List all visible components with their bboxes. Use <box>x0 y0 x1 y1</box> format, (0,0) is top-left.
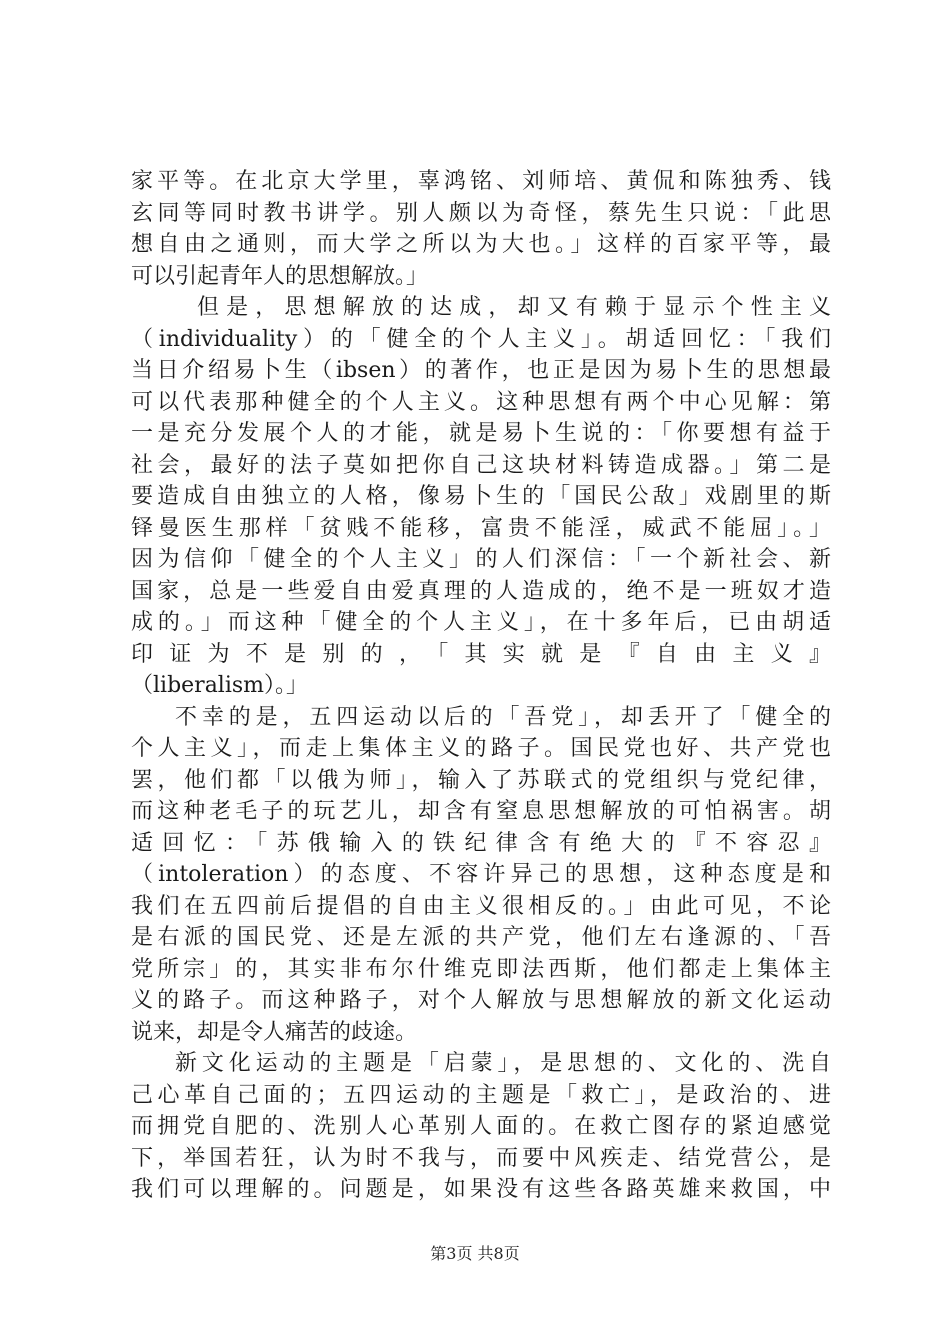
text-line: 铎曼医生那样「贫贱不能移，富贵不能淫，威武不能屈」。」 <box>131 515 831 541</box>
text-line: 个人主义」，而走上集体主义的路子。国民党也好、共产党也 <box>131 736 831 761</box>
text-line: 家平等。在北京大学里，辜鸿铭、刘师培、黄侃和陈独秀、钱 <box>131 169 831 194</box>
text-line: 国家，总是一些爱自由爱真理的人造成的，绝不是一班奴才造 <box>131 578 831 604</box>
text-line: 我们可以理解的。问题是，如果没有这些各路英雄来救国，中 <box>131 1177 831 1202</box>
text-line: 可以引起青年人的思想解放。」 <box>131 263 429 289</box>
text-line: 下，举国若狂，认为时不我与，而要中风疾走、结党营公，是 <box>131 1145 831 1171</box>
text-line: （individuality）的「健全的个人主义」。胡适回忆：「我们 <box>131 326 831 352</box>
document-body <box>131 166 831 1206</box>
text-line: 罢，他们都「以俄为师」，输入了苏联式的党组织与党纪律， <box>131 767 831 793</box>
text-line: 说来，却是令人痛苦的歧途。 <box>131 1019 418 1045</box>
text-line: 当日介绍易卜生（ibsen）的著作，也正是因为易卜生的思想最 <box>131 358 831 383</box>
text-line: 成的。」而这种「健全的个人主义」，在十多年后，已由胡适 <box>131 610 831 635</box>
text-line: 因为信仰「健全的个人主义」的人们深信：「一个新社会、新 <box>131 547 831 572</box>
text-line: 印证为不是别的，「其实就是『自由主义』 <box>131 641 831 667</box>
text-line: 是右派的国民党、还是左派的共产党，他们左右逢源的、「吾 <box>131 925 831 950</box>
text-line: 我们在五四前后提倡的自由主义很相反的。」由此可见，不论 <box>131 893 831 919</box>
text-line: 而拥党自肥的、洗别人心革别人面的。在救亡图存的紧迫感觉 <box>131 1114 831 1139</box>
text-line: 社会，最好的法子莫如把你自己这块材料铸造成器。」第二是 <box>131 452 831 478</box>
text-line: 想自由之通则，而大学之所以为大也。」这样的百家平等，最 <box>131 232 831 257</box>
text-line: 义的路子。而这种路子，对个人解放与思想解放的新文化运动 <box>131 988 831 1013</box>
text-line: 己心革自己面的；五四运动的主题是「救亡」，是政治的、进 <box>131 1082 831 1108</box>
paragraph-start-line: 不幸的是，五四运动以后的「吾党」，却丢开了「健全的 <box>175 704 831 730</box>
text-line: 一是充分发展个人的才能，就是易卜生说的：「你要想有益于 <box>131 421 831 446</box>
text-line: 玄同等同时教书讲学。别人颇以为奇怪，蔡先生只说：「此思 <box>131 200 831 226</box>
text-line: 党所宗」的，其实非布尔什维克即法西斯，他们都走上集体主 <box>131 956 831 982</box>
text-line: 适回忆：「苏俄输入的铁纪律含有绝大的『不容忍』 <box>131 830 831 856</box>
text-line: 要造成自由独立的人格，像易卜生的「国民公敌」戏剧里的斯 <box>131 484 831 509</box>
page-footer: 第3页 共8页 <box>430 1244 520 1263</box>
text-line: 而这种老毛子的玩艺儿，却含有窒息思想解放的可怕祸害。胡 <box>131 799 831 824</box>
text-line: （intoleration）的态度、不容许异己的思想，这种态度是和 <box>131 862 831 887</box>
paragraph-start-line: 但是，思想解放的达成，却又有赖于显示个性主义 <box>197 295 831 320</box>
text-line: （liberalism）。」 <box>131 673 309 698</box>
paragraph-start-line: 新文化运动的主题是「启蒙」，是思想的、文化的、洗自 <box>175 1051 831 1076</box>
text-line: 可以代表那种健全的个人主义。这种思想有两个中心见解：第 <box>131 389 831 415</box>
